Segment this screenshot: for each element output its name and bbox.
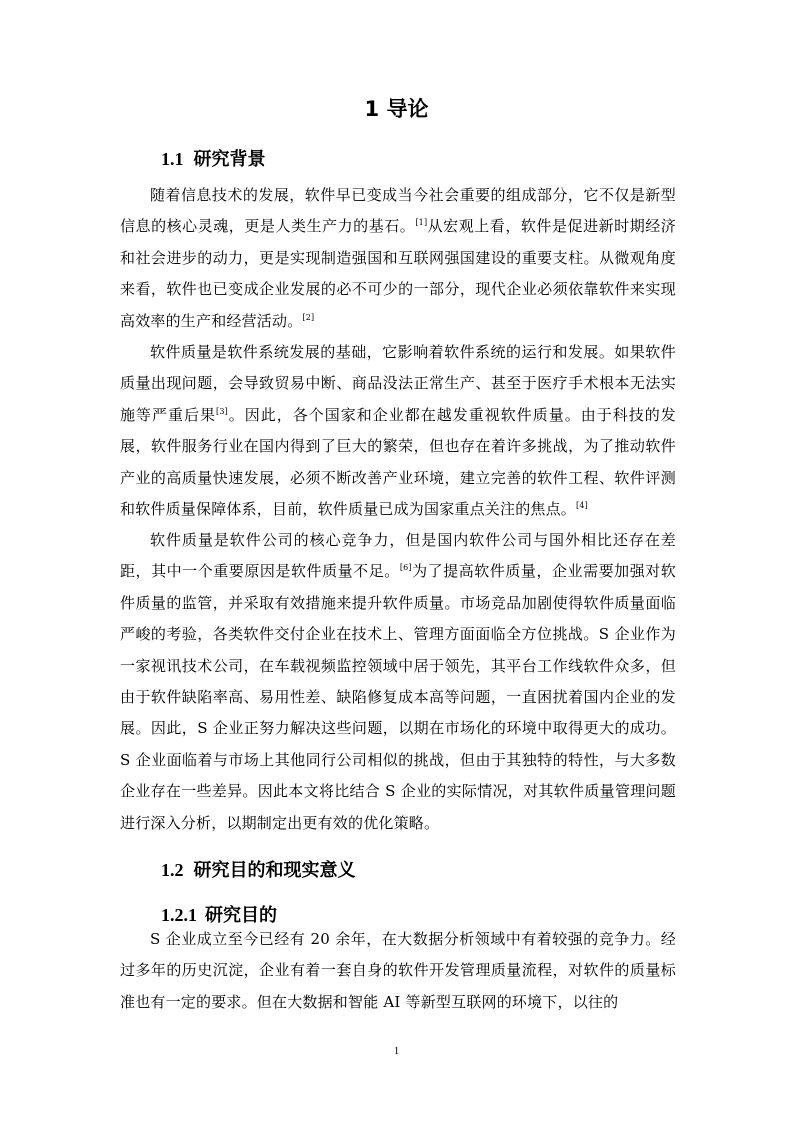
paragraph-background-2 — [120, 337, 676, 525]
citation: [6] — [399, 563, 412, 573]
section-title: 研究目的和现实意义 — [193, 860, 356, 881]
paragraph-text: 随着信息技术的发展，软件早已变成当今社会重要的组成部分，它不仅是新型信息的核心灵魂，更是人类生产力的基石。 — [120, 186, 676, 236]
citation: [3] — [216, 406, 228, 416]
citation: [4] — [576, 501, 588, 511]
section-title: 研究目的 — [205, 905, 277, 926]
chapter-title: 1 导论 — [364, 97, 429, 121]
paragraph-background-1 — [120, 180, 676, 337]
citation: [1] — [415, 218, 428, 228]
section-title: 研究背景 — [193, 149, 266, 170]
paragraph-background-3 — [120, 525, 676, 839]
paragraph-text: 为了提高软件质量，企业需要加强对软件质量的监管，并采取有效措施来提升软件质量。市场竞品加剧使得软件质量面临严峻的考验，各类软件交付企业在技术上、管理方面面临全方位挑战。S 企业作为一家视讯技术公司，在车载视频监控领域中居于领先，其平台工作线软件众多，但由于软件缺陷率高、易用性差、缺陷修复成本高等问题，一直困扰着国内企业的发展。因此，S 企业正努力解决这些问题，以期在市场化的环境中取得更大的成功。S 企业面临着与市场上其他同行公司相似的挑战，但由于其独特的特性，与大多数企业存在一些差异。因此本文将比结合 S 企业的实际情况，对其软件质量管理问题进行深入分析，以期制定出更有效的优化策略。 — [120, 562, 677, 832]
paragraph-text: 软件质量是软件系统发展的基础，它影响着软件系统的运行和发展。如果软件质量出现问题，会导致贸易中断、商品没法正常生产、甚至于医疗手术根本无法实施等严重后果 — [120, 343, 676, 424]
paragraph-text: 软件质量是软件公司的核心竞争力，但是国内软件公司与国外相比还存在差距，其中一个重要原因是软件质量不足。 — [120, 531, 676, 581]
citation: [2] — [302, 312, 315, 322]
section-number: 1.1 — [161, 149, 184, 169]
paragraph-purpose: S 企业成立至今已经有 20 余年，在大数据分析领域中有着较强的竞争力。经过多年的历史沉淀，企业有着一套自身的软件开发管理质量流程，对软件的质量标准也有一定的要求。但在大数据和智能 AI 等新型互联网的环境下，以往的 — [120, 930, 676, 1011]
section-number: 1.2 — [161, 860, 184, 880]
paragraph-text: 从宏观上看，软件是促进新时期经济和社会进步的动力，更是实现制造强国和互联网强国建设的重要支柱。从微观角度来看，软件也已变成企业发展的必不可少的一部分，现代企业必须依靠软件来实现高效率的生产和经营活动。 — [120, 217, 676, 330]
section-number: 1.2.1 — [161, 905, 197, 925]
paragraph-text: 。因此，各个国家和企业都在越发重视软件质量。由于科技的发展，软件服务行业在国内得到了巨大的繁荣，但也存在着许多挑战，为了推动软件产业的高质量快速发展，必须不断改善产业环境，建立完善的软件工程、软件评测和软件质量保障体系，目前，软件质量已成为国家重点关注的焦点。 — [120, 405, 676, 519]
section-heading-1-1 — [161, 146, 266, 173]
section-heading-1-2 — [161, 857, 356, 884]
page-number: 1 — [393, 1045, 400, 1057]
